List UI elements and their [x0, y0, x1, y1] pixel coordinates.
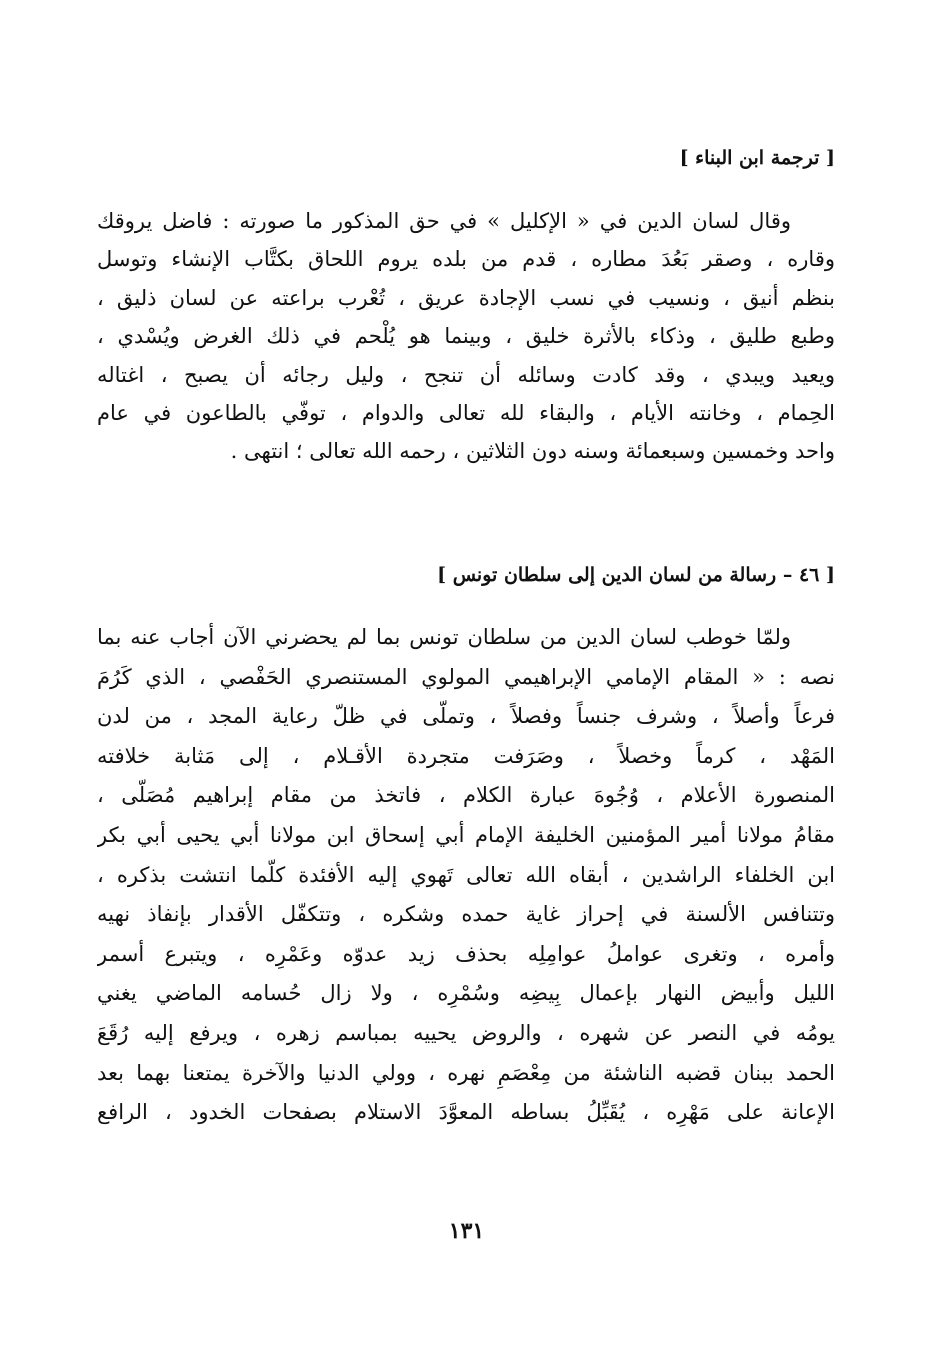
text-line: بنظم أنيق ، ونسيب في نسب الإجادة عريق ، تُعْرب براعته عن لسان ذليق ،	[97, 285, 835, 310]
text-line: نصه : « المقام الإمامي الإبراهيمي المولوي المستنصري الحَفْصي ، الذي كَرُمَ	[97, 664, 835, 689]
text-line: الحِمام ، وخانته الأيام ، والبقاء لله تعالى والدوام ، توفّي بالطاعون في عام	[97, 400, 835, 425]
text-line: الليل وأبيض النهار بإعمال بِيضِه وسُمْرِه ، ولا زال حُسامه الماضي يغني	[97, 981, 835, 1006]
text-line: وتتنافس الألسنة في إحراز غاية حمده وشكره ، وتتكفّل الأقدار بإنفاذ نهيه	[97, 902, 835, 927]
text-line: المَهْد ، كرماً وخصلاً ، وصَرَفت متجردة الأقـلام ، إلى مَثابة خلافته	[97, 743, 835, 768]
paragraph-letter-to-tunis-sultan	[97, 618, 835, 1133]
text-line: فرعاً وأصلاً ، وشرف جنساً وفصلاً ، وتملّى في ظلّ رعاية المجد ، من لدن	[97, 704, 835, 729]
text-line: وأمره ، وتغرى عواملُ عوامِلِه بحذف زيد عدوّه وعَمْرِه ، ويتبرع أسمر	[97, 941, 835, 966]
text-line: الحمد ببنان قضبه الناشئة من مِعْصَمِ نهره ، وولي الدنيا والآخرة يمتعنا بهما بعد	[97, 1060, 835, 1085]
text-line: يومُه في النصر عن شهره ، والروض يحييه بمباسم زهره ، ويرفع إليه رُقَعَ	[97, 1020, 835, 1045]
section-heading-letter-to-tunis-sultan: [ ٤٦ – رسالة من لسان الدين إلى سلطان تونس ]	[437, 564, 835, 586]
text-line: مقامُ مولانا أمير المؤمنين الخليفة الإمام أبي إسحاق ابن مولانا أبي يحيى أبي بكر	[97, 822, 835, 847]
paragraph-ibn-al-banna-biography	[97, 202, 835, 471]
text-line: المنصورة الأعلام ، وُجُوهَ عبارة الكلام ، فاتخذ من مقام إبراهيم مُصَلّى ،	[97, 783, 835, 808]
text-line: وطبع طليق ، وذكاء بالأثرة خليق ، وبينما هو يُلْحم في ذلك الغرض ويُسْدي ،	[97, 324, 835, 349]
text-line: ويعيد ويبدي ، وقد كادت وسائله أن تنجح ، وليل رجائه أن يصبح ، اغتاله	[97, 362, 835, 387]
text-line: وقال لسان الدين في « الإكليل » في حق المذكور ما صورته : فاضل يروقك	[97, 209, 791, 233]
text-line: ابن الخلفاء الراشدين ، أبقاه الله تعالى تَهوي إليه الأفئدة كلّما انتشت بذكره ،	[97, 862, 835, 887]
text-line: ولمّا خوطب لسان الدين من سلطان تونس بما لم يحضرني الآن أجاب عنه بما	[97, 625, 791, 649]
section-heading-ibn-al-banna: [ ترجمة ابن البناء ]	[679, 147, 835, 169]
text-line: وقاره ، وصقر بَعُدَ مطاره ، قدم من بلده يروم اللحاق بكتَّاب الإنشاء وتوسل	[97, 247, 835, 272]
page-number: ١٣١	[448, 1218, 485, 1244]
text-line: الإعانة على مَهْرِه ، يُقَبِّلُ بساطه المعوَّدَ الاستلام بصفحات الخدود ، الرافع	[97, 1100, 835, 1125]
text-line: واحد وخمسين وسبعمائة وسنه دون الثلاثين ، رحمه الله تعالى ؛ انتهى .	[230, 439, 835, 464]
